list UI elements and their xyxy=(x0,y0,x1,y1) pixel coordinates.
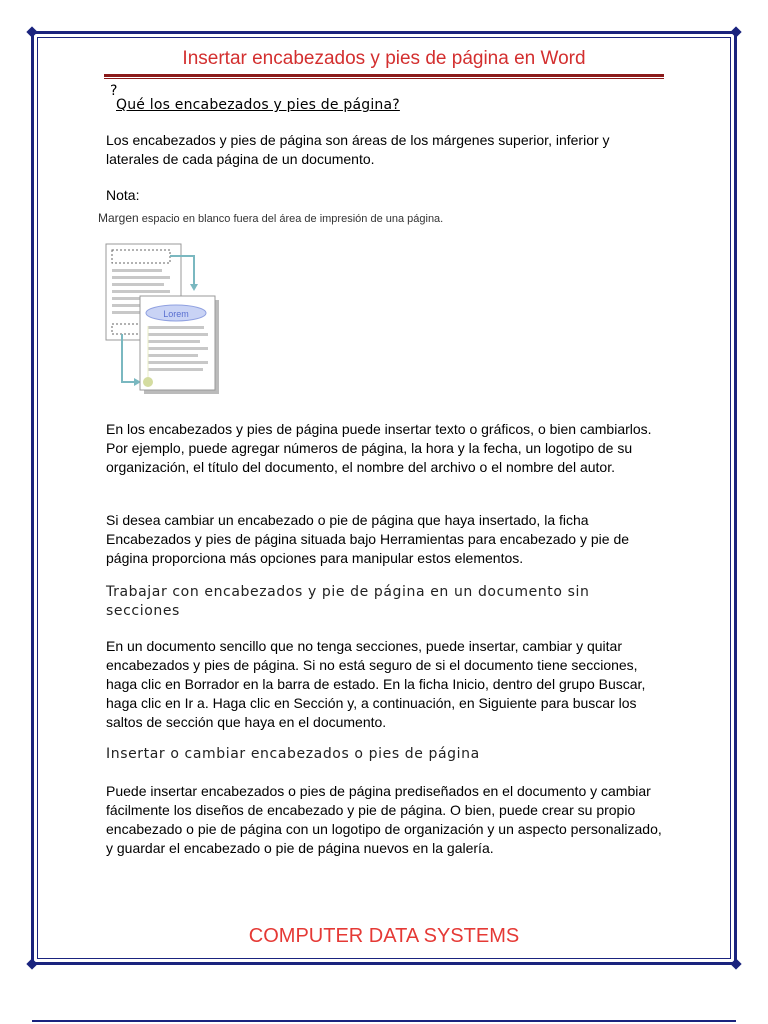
illustration-svg xyxy=(104,242,224,397)
heading-question-mark: ? xyxy=(110,83,118,99)
note-label: Nota: xyxy=(106,187,140,203)
subheading-no-sections: Trabajar con encabezados y pie de página en un documento sin secciones xyxy=(106,584,590,619)
title-rule xyxy=(104,74,664,77)
footer-company-name: COMPUTER DATA SYSTEMS xyxy=(248,925,520,947)
subheading-insert-change: Insertar o cambiar encabezados o pies de página xyxy=(106,746,480,762)
document-title: Insertar encabezados y pies de página en Word xyxy=(182,48,586,69)
next-page-border xyxy=(32,1020,736,1022)
paragraph-header-tools: Si desea cambiar un encabezado o pie de página que haya insertado, la ficha Encabezados y pies de página situada bajo Herramientas para encabezado y pie de página proporciona más opciones para manipular estos elementos. xyxy=(106,512,630,566)
header-footer-illustration xyxy=(104,242,224,402)
paragraph-header-content: En los encabezados y pies de página puede insertar texto o gráficos, o bien cambiarlos. Por ejemplo, puede agregar números de página, la hora y la fecha, un logotipo de su organización, el título del documento, el nombre del archivo o el nombre del autor. xyxy=(106,421,652,475)
illustration-label: Lorem xyxy=(163,309,189,319)
section-heading: Qué los encabezados y pies de página? xyxy=(116,97,400,113)
intro-paragraph: Los encabezados y pies de página son áreas de los márgenes superior, inferior y laterales de cada página de un documento. xyxy=(106,132,610,167)
margin-definition xyxy=(98,211,443,225)
margin-definition-text: espacio en blanco fuera del área de impresión de una página. xyxy=(138,213,444,225)
paragraph-insert-change: Puede insertar encabezados o pies de página prediseñados en el documento y cambiar fácilmente los diseños de encabezado y pie de página. O bien, puede crear su propio encabezado o pie de página con un logotipo de organización y un aspecto personalizado, y guardar el encabezado o pie de página nuevos en la galería. xyxy=(106,783,662,856)
margin-term: Margen xyxy=(98,211,139,225)
paragraph-no-sections: En un documento sencillo que no tenga secciones, puede insertar, cambiar y quitar encabezados y pies de página. Si no está seguro de si el documento tiene secciones, haga clic en Borrador en la barra de estado. En la ficha Inicio, dentro del grupo Buscar, haga clic en Ir a. Haga clic en Sección y, a continuación, en Siguiente para buscar los saltos de sección que haya en el documento. xyxy=(106,638,646,730)
title-rule xyxy=(104,78,664,79)
